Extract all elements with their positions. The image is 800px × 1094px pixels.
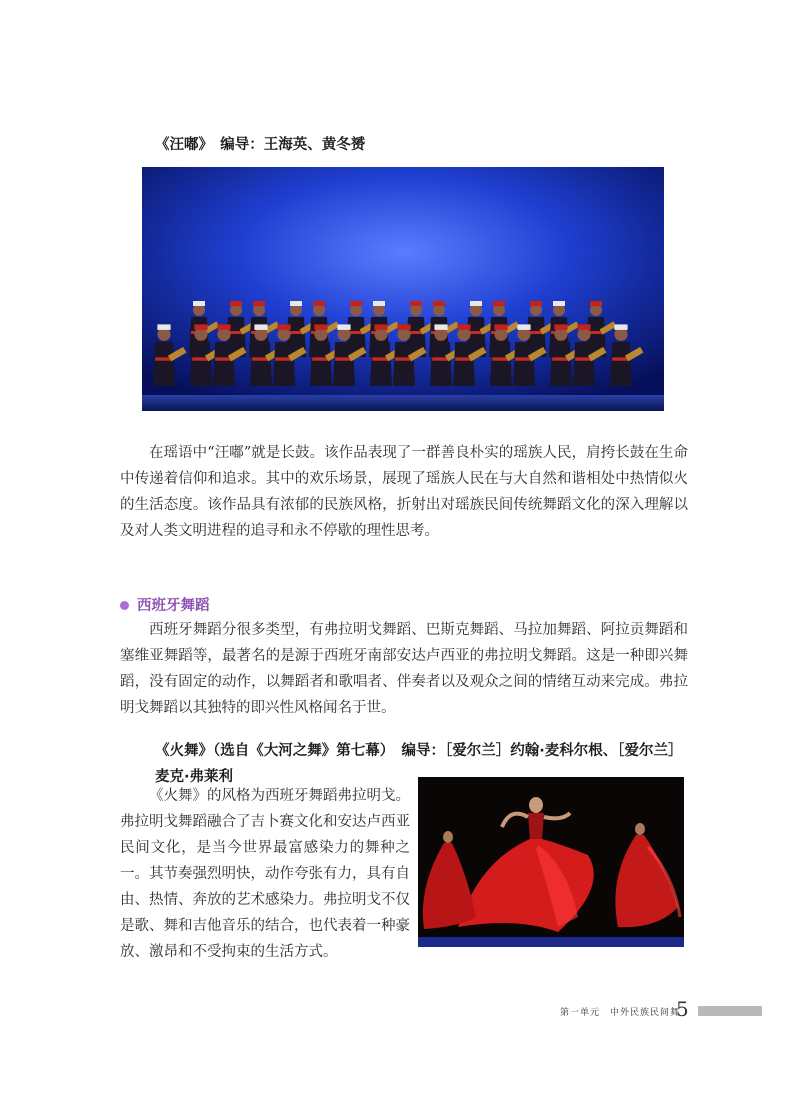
footer-decorative-bar	[698, 1006, 762, 1016]
photo-wangdu-stage	[142, 167, 664, 411]
bullet-dot-icon	[120, 601, 129, 610]
paragraph-fire-dance: 《火舞》的风格为西班牙舞蹈弗拉明戈。弗拉明戈舞蹈融合了吉卜赛文化和安达卢西亚民间文化，是当今世界最富感染力的舞种之一。其节奏强烈明快，动作夸张有力，具有自由、热情、奔放的艺术感染力。弗拉明戈不仅是歌、舞和吉他音乐的结合，也代表着一种豪放、激昂和不受拘束的生活方式。	[120, 788, 410, 960]
stage-scene-illustration	[142, 167, 664, 411]
footer-unit-title: 第一单元 中外民族民间舞	[560, 1008, 681, 1018]
photo-caption-fire-dance: 《火舞》（选自《大河之舞》第七幕） 编导：［爱尔兰］约翰·麦科尔根、［爱尔兰］麦克·弗莱利	[155, 743, 683, 785]
section-heading-spanish-dance	[120, 594, 210, 615]
photo-fire-dance-flamenco	[418, 777, 684, 947]
paragraph-spanish-dance: 西班牙舞蹈分很多类型，有弗拉明戈舞蹈、巴斯克舞蹈、马拉加舞蹈、阿拉贡舞蹈和塞维亚舞蹈等，最著名的是源于西班牙南部安达卢西亚的弗拉明戈舞蹈。这是一种即兴舞蹈，没有固定的动作，以舞蹈者和歌唱者、伴奏者以及观众之间的情绪互动来完成。弗拉明戈舞蹈以其独特的即兴性风格闻名于世。	[120, 622, 688, 716]
paragraph-wangdu-description: 在瑶语中“汪嘟”就是长鼓。该作品表现了一群善良朴实的瑶族人民，肩挎长鼓在生命中传递着信仰和追求。其中的欢乐场景，展现了瑶族人民在与大自然和谐相处中热情似火的生活态度。该作品具有浓郁的民族风格，折射出对瑶族民间传统舞蹈文化的深入理解以及对人类文明进程的追寻和永不停歇的理性思考。	[120, 445, 688, 539]
section-title: 西班牙舞蹈	[137, 597, 210, 614]
page-number: 5	[676, 997, 689, 1021]
photo-caption-wangdu: 《汪嘟》 编导：王海英、黄冬赟	[155, 137, 366, 153]
flamenco-scene-illustration	[418, 777, 684, 947]
